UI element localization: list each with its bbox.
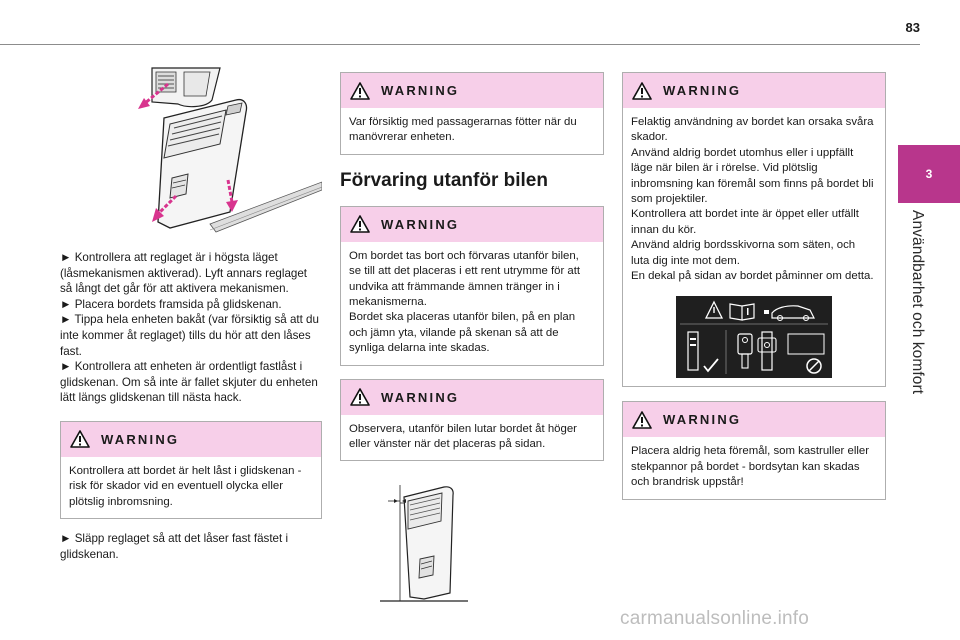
warning-text [341,242,603,365]
left-column [60,62,322,562]
warning-triangle-icon [350,388,370,406]
instruction-step: ► Placera bordets framsida på glidskenan. [60,297,282,311]
warning-box-storage [340,206,604,366]
instruction-step: ► Kontrollera att reglaget är i högsta läget (låsmekanismen aktiverad). Lyft annars reglaget så långt det går för att aktivera mekanismen. [60,251,308,296]
warning-line: Felaktig användning av bordet kan orsaka svåra skador. [631,116,874,144]
warning-header [341,73,603,108]
warning-line: Använd aldrig bordsskivorna som säten, och luta dig inte mot dem. [631,239,856,267]
section-title: Förvaring utanför bilen [340,169,548,191]
warning-header [623,402,885,437]
warning-box-hot-objects [622,401,886,499]
final-instruction: ► Släpp reglaget så att det låser fast fästet i glidskenan. [60,532,289,561]
warning-line: Använd aldrig bordet utomhus eller i uppfällt läge när bilen är i rörelse. Vid plötslig inbromsning kan föremål som finns på bordet bli som projektiler. [631,146,874,206]
warning-label: WARNING [381,83,460,98]
warning-box-feet [340,72,604,155]
warning-header [623,73,885,108]
header-rule [0,44,920,45]
right-column [622,72,886,500]
warning-box-locked [60,421,322,519]
warning-line: En dekal på sidan av bordet påminner om detta. [631,270,874,283]
page-number: 83 [905,20,920,35]
instruction-step: ► Tippa hela enheten bakåt (var försiktig så att du inte kommer åt reglaget) tills du hör att den låses fast. [60,313,319,358]
warning-text: Placera aldrig heta föremål, som kastruller eller stekpannor på bordet - bordsytan kan skadas och brandrisk uppstår! [631,445,870,489]
warning-header [61,422,321,457]
warning-line: Kontrollera att bordet inte är öppet eller utfällt innan du kör. [631,208,859,236]
warning-label: WARNING [381,389,460,405]
warning-label: WARNING [381,216,460,232]
mounting-instructions [60,250,322,406]
table-warning-sticker [676,296,832,378]
chapter-tab[interactable] [898,145,960,203]
warning-header [341,207,603,242]
table-mounting-illustration [60,62,322,240]
warning-box-tilt [340,379,604,462]
warning-triangle-icon [70,430,90,448]
middle-column [340,72,604,615]
warning-label: WARNING [663,412,742,428]
warning-line: Bordet ska placeras utanför bilen, på en plan och jämn yta, vilande på skenan så att de synliga delarna inte skadas. [349,311,576,355]
table-tilt-illustration [340,475,604,615]
warning-line: Om bordet tas bort och förvaras utanför bilen, se till att det placeras i ett rent utrymme för att undvika att främmande ämnen tränger in i mekanismerna. [349,249,581,309]
instruction-step: ► Kontrollera att enheten är ordentligt fastlåst i glidskenan. Om så inte är fallet skjuter du enheten lätt längs glidskenan till nästa hack. [60,360,318,405]
chapter-title: Användbarhet och komfort [909,210,926,395]
warning-header [341,380,603,415]
warning-label: WARNING [663,83,742,98]
footer-watermark: carmanualsonline.info [620,608,810,629]
warning-box-misuse [622,72,886,387]
warning-text: Var försiktig med passagerarnas fötter när du manövrerar enheten. [349,116,577,144]
warning-text: Kontrollera att bordet är helt låst i glidskenan - risk för skador vid en eventuell olycka eller plötslig inbromsning. [69,464,302,508]
warning-triangle-icon [632,411,652,429]
warning-triangle-icon [350,82,370,100]
warning-triangle-icon [350,215,370,233]
warning-text: Observera, utanför bilen lutar bordet åt höger eller vänster när det placeras på sidan. [349,422,577,451]
chapter-tab-number: 3 [925,167,933,181]
warning-triangle-icon [632,82,652,100]
warning-text [623,108,885,386]
warning-label: WARNING [101,431,180,447]
